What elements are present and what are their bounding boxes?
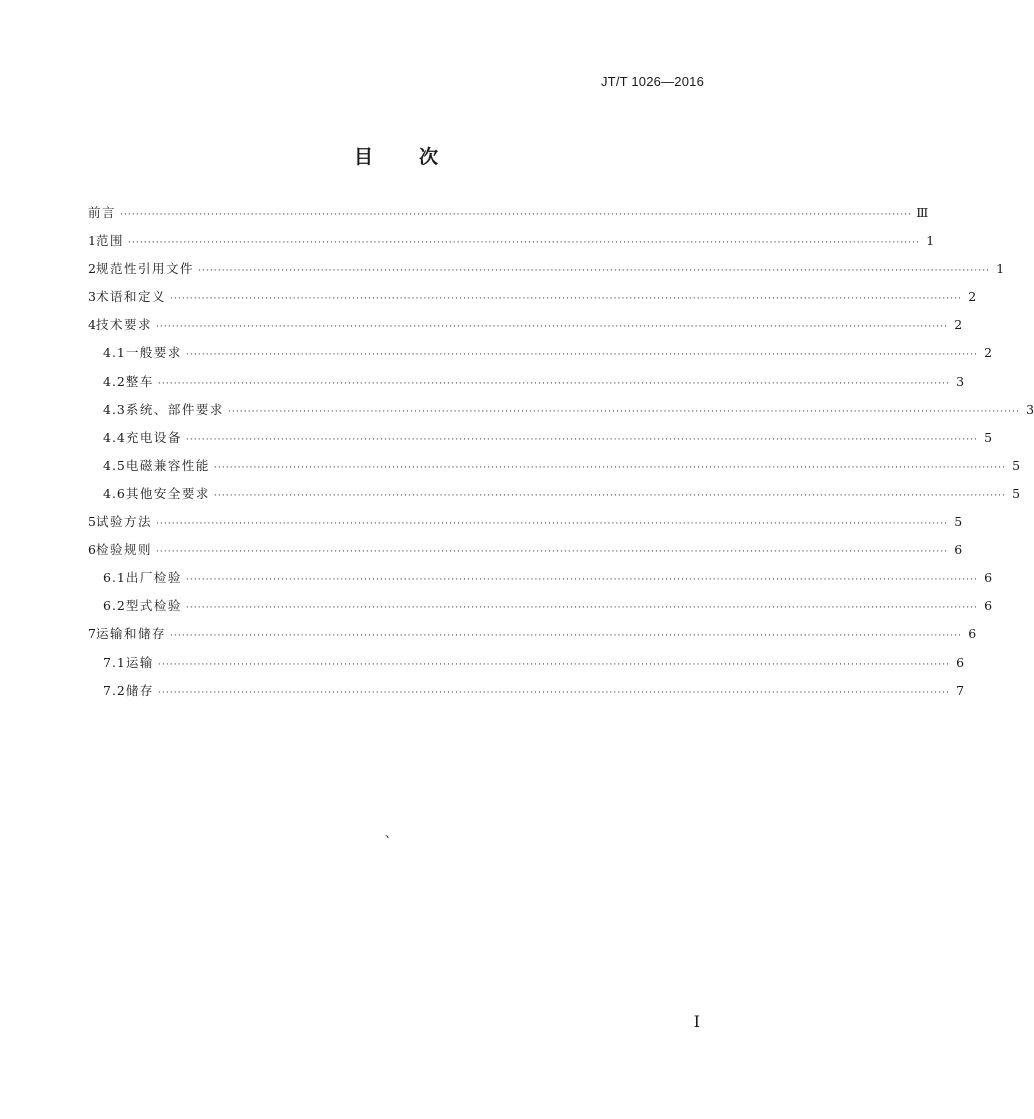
toc-entry-label: 电磁兼容性能 bbox=[125, 457, 210, 473]
toc-entry[interactable] bbox=[88, 512, 963, 540]
toc-entry-label: 试验方法 bbox=[95, 514, 152, 530]
toc-leader-dots: ········································································································································································································ bbox=[213, 462, 1007, 473]
toc-leader-dots: ········································································································································································································ bbox=[169, 294, 963, 305]
toc-entry[interactable] bbox=[88, 596, 993, 624]
toc-entry-number: 4.4 bbox=[103, 429, 126, 445]
toc-leader-dots: ········································································································································································································ bbox=[127, 238, 921, 249]
toc-entry-page: 5 bbox=[984, 429, 993, 445]
toc-leader-dots: ········································································································································································································ bbox=[185, 434, 979, 445]
stray-mark: 、 bbox=[385, 826, 398, 840]
toc-title-char-1: 目 bbox=[353, 146, 373, 168]
toc-entry-number: 4.3 bbox=[103, 401, 126, 417]
page-number: I bbox=[693, 1012, 700, 1031]
toc-entry-number: 3 bbox=[88, 289, 96, 305]
toc-entry-label: 检验规则 bbox=[95, 542, 152, 558]
toc-entry-number: 4.6 bbox=[103, 485, 126, 501]
toc-entry-label: 型式检验 bbox=[125, 598, 182, 614]
toc-entry-label: 整车 bbox=[125, 373, 154, 389]
toc-entry-number: 6.1 bbox=[103, 570, 126, 586]
toc-title bbox=[0, 142, 792, 169]
toc-leader-dots: ········································································································································································································ bbox=[157, 378, 951, 389]
table-of-contents bbox=[88, 203, 1034, 709]
toc-entry-label: 充电设备 bbox=[125, 429, 182, 445]
toc-entry[interactable] bbox=[88, 653, 965, 681]
toc-entry-page: 2 bbox=[954, 317, 963, 333]
toc-entry-label: 运输和储存 bbox=[95, 626, 166, 642]
toc-leader-dots: ········································································································································································································ bbox=[197, 266, 991, 277]
toc-entry-page: 2 bbox=[984, 345, 993, 361]
toc-entry-page: 6 bbox=[984, 598, 993, 614]
toc-entry-number: 1 bbox=[88, 233, 96, 249]
toc-entry-number: 4.2 bbox=[103, 373, 126, 389]
toc-entry-label: 一般要求 bbox=[125, 345, 182, 361]
toc-entry[interactable] bbox=[88, 400, 1034, 428]
toc-entry-number: 4 bbox=[88, 317, 96, 333]
toc-entry[interactable] bbox=[88, 343, 993, 371]
toc-entry[interactable] bbox=[88, 259, 1005, 287]
toc-entry-page: 1 bbox=[996, 261, 1005, 277]
toc-entry-page: 6 bbox=[954, 542, 963, 558]
toc-entry[interactable] bbox=[88, 456, 1021, 484]
toc-entry[interactable] bbox=[88, 231, 935, 259]
toc-entry-label: 系统、部件要求 bbox=[125, 401, 224, 417]
toc-entry-page: 5 bbox=[1012, 485, 1021, 501]
toc-entry-label: 运输 bbox=[125, 654, 154, 670]
toc-entry-label: 范围 bbox=[95, 233, 124, 249]
toc-entry-page: Ⅲ bbox=[916, 205, 929, 220]
toc-leader-dots: ········································································································································································································ bbox=[155, 519, 949, 530]
toc-title-char-2: 次 bbox=[419, 146, 439, 168]
toc-entry-label: 其他安全要求 bbox=[125, 485, 210, 501]
toc-entry-page: 3 bbox=[956, 373, 965, 389]
toc-leader-dots: ········································································································································································································ bbox=[120, 210, 913, 220]
toc-leader-dots: ········································································································································································································ bbox=[185, 575, 979, 586]
toc-leader-dots: ········································································································································································································ bbox=[213, 490, 1007, 501]
toc-entry-number: 4.5 bbox=[103, 457, 126, 473]
standard-code: JT/T 1026—2016 bbox=[600, 74, 704, 89]
toc-leader-dots: ········································································································································································································ bbox=[185, 350, 979, 361]
toc-entry-number: 2 bbox=[88, 261, 96, 277]
toc-entry-label: 规范性引用文件 bbox=[95, 261, 194, 277]
toc-entry-page: 7 bbox=[956, 682, 965, 698]
toc-entry-number: 6.2 bbox=[103, 598, 126, 614]
toc-entry-label: 技术要求 bbox=[95, 317, 152, 333]
toc-leader-dots: ········································································································································································································ bbox=[157, 659, 951, 670]
toc-entry[interactable] bbox=[88, 624, 977, 652]
toc-entry-number: 7.1 bbox=[103, 654, 126, 670]
toc-entry-page: 5 bbox=[1012, 457, 1021, 473]
toc-entry-label: 储存 bbox=[125, 682, 154, 698]
toc-entry-page: 1 bbox=[926, 233, 935, 249]
toc-entry-number: 4.1 bbox=[103, 345, 126, 361]
toc-entry[interactable] bbox=[88, 568, 993, 596]
toc-entry[interactable] bbox=[88, 315, 963, 343]
toc-leader-dots: ········································································································································································································ bbox=[155, 547, 949, 558]
toc-leader-dots: ········································································································································································································ bbox=[155, 322, 949, 333]
toc-entry-page: 6 bbox=[956, 654, 965, 670]
toc-entry-page: 3 bbox=[1026, 401, 1034, 417]
toc-entry[interactable] bbox=[88, 540, 963, 568]
toc-entry-page: 6 bbox=[968, 626, 977, 642]
toc-entry[interactable] bbox=[88, 681, 965, 709]
toc-entry[interactable] bbox=[88, 484, 1021, 512]
toc-entry-page: 6 bbox=[984, 570, 993, 586]
toc-leader-dots: ········································································································································································································ bbox=[169, 631, 963, 642]
toc-entry[interactable] bbox=[88, 287, 977, 315]
toc-leader-dots: ········································································································································································································ bbox=[227, 406, 1021, 417]
toc-entry-number: 5 bbox=[88, 514, 96, 530]
toc-entry[interactable] bbox=[88, 203, 929, 231]
toc-entry-page: 5 bbox=[954, 514, 963, 530]
toc-entry-number: 7 bbox=[88, 626, 96, 642]
toc-entry-label: 术语和定义 bbox=[95, 289, 166, 305]
toc-entry-label: 出厂检验 bbox=[125, 570, 182, 586]
toc-leader-dots: ········································································································································································································ bbox=[185, 603, 979, 614]
toc-entry-number: 6 bbox=[88, 542, 96, 558]
toc-entry-number: 7.2 bbox=[103, 682, 126, 698]
toc-entry-label: 前言 bbox=[88, 205, 117, 220]
toc-entry[interactable] bbox=[88, 428, 993, 456]
toc-leader-dots: ········································································································································································································ bbox=[157, 687, 951, 698]
toc-entry[interactable] bbox=[88, 372, 965, 400]
toc-entry-page: 2 bbox=[968, 289, 977, 305]
